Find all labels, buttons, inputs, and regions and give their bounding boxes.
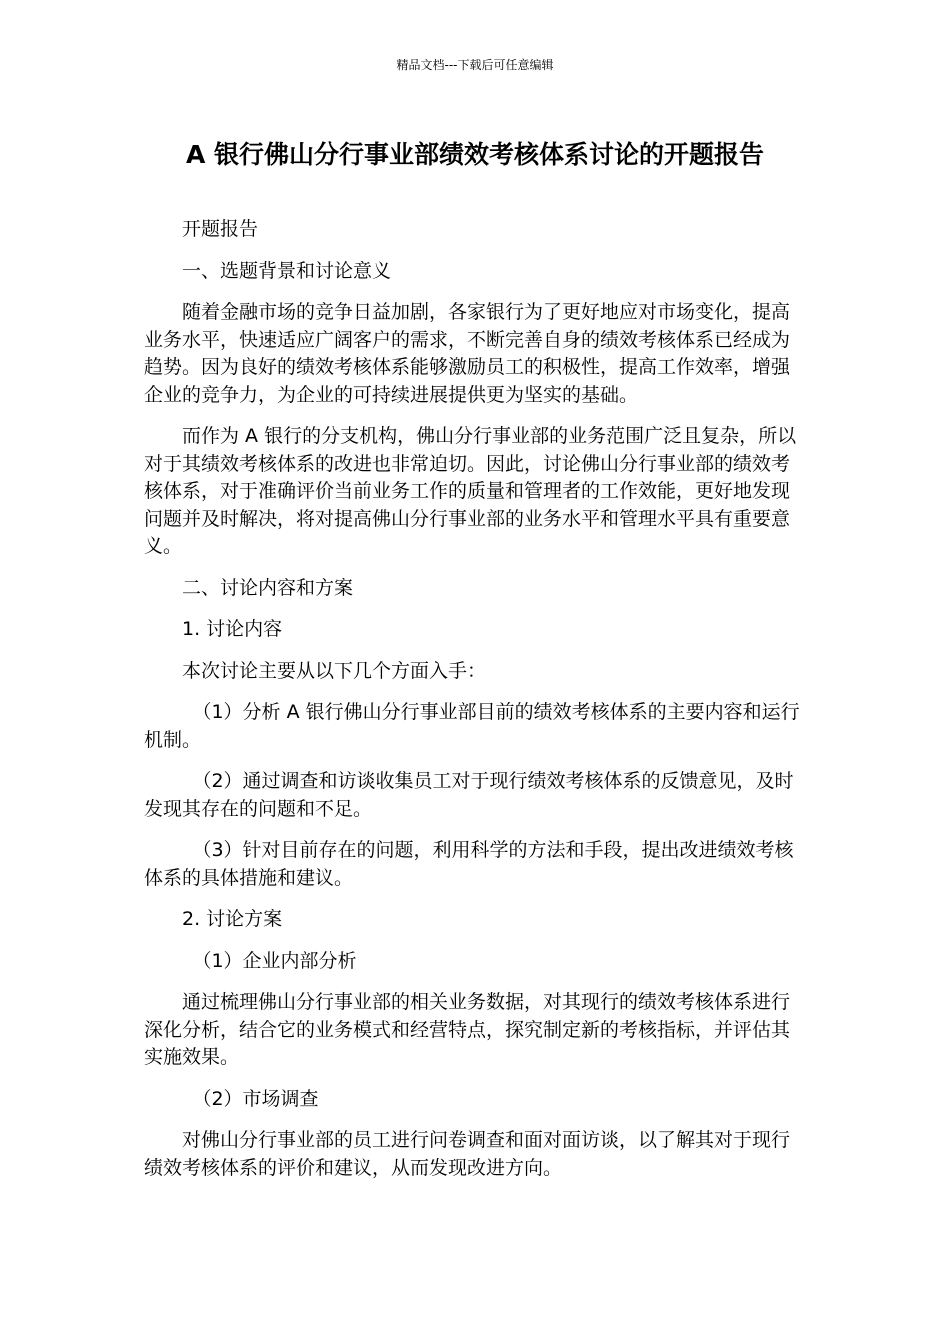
list-item-survey: （2）通过调查和访谈收集员工对于现行绩效考核体系的反馈意见，及时发现其存在的问题和不足。: [144, 770, 794, 820]
paragraph-significance: 而作为 A 银行的分支机构，佛山分行事业部的业务范围广泛且复杂，所以对于其绩效考核体系的改进也非常迫切。因此，讨论佛山分行事业部的绩效考核体系，对于准确评价当前业务工作的质量和管理者的工作效能，更好地发现问题并及时解决，将对提高佛山分行事业部的业务水平和管理水平具有重要意义。: [144, 425, 797, 557]
paragraph-market-survey: 对佛山分行事业部的员工进行问卷调查和面对面访谈，以了解其对于现行绩效考核体系的评价和建议，从而发现改进方向。: [144, 1129, 791, 1179]
plan-item-market-survey: （2）市场调查: [192, 1087, 319, 1110]
subheading-content: 1. 讨论内容: [182, 618, 283, 640]
document-body: [144, 216, 808, 1196]
paragraph-background: 随着金融市场的竞争日益加剧，各家银行为了更好地应对市场变化，提高业务水平，快速适应广阔客户的需求，不断完善自身的绩效考核体系已经成为趋势。因为良好的绩效考核体系能够激励员工的积极性，提高工作效率，增强企业的竞争力，为企业的可持续进展提供更为坚实的基础。: [144, 301, 791, 406]
plan-item-internal-analysis: （1）企业内部分析: [192, 949, 357, 972]
section-heading-background: 一、选题背景和讨论意义: [182, 259, 392, 282]
section-heading-content-plan: 二、讨论内容和方案: [182, 576, 354, 599]
list-item-improvement: （3）针对目前存在的问题，利用科学的方法和手段，提出改进绩效考核体系的具体措施和建议。: [144, 839, 794, 889]
subheading-plan: 2. 讨论方案: [182, 908, 283, 930]
list-item-analysis: （1）分析 A 银行佛山分行事业部目前的绩效考核体系的主要内容和运行机制。: [144, 701, 800, 751]
document-title: A 银行佛山分行事业部绩效考核体系讨论的开题报告: [185, 140, 765, 169]
paragraph-internal-analysis: 通过梳理佛山分行事业部的相关业务数据，对其现行的绩效考核体系进行深化分析，结合它的业务模式和经营特点，探究制定新的考核指标，并评估其实施效果。: [144, 991, 791, 1068]
paragraph-intro-aspects: 本次讨论主要从以下几个方面入手：: [182, 659, 487, 682]
report-label: 开题报告: [182, 218, 259, 240]
header-note: 精品文档---下载后可任意编辑: [396, 58, 554, 72]
